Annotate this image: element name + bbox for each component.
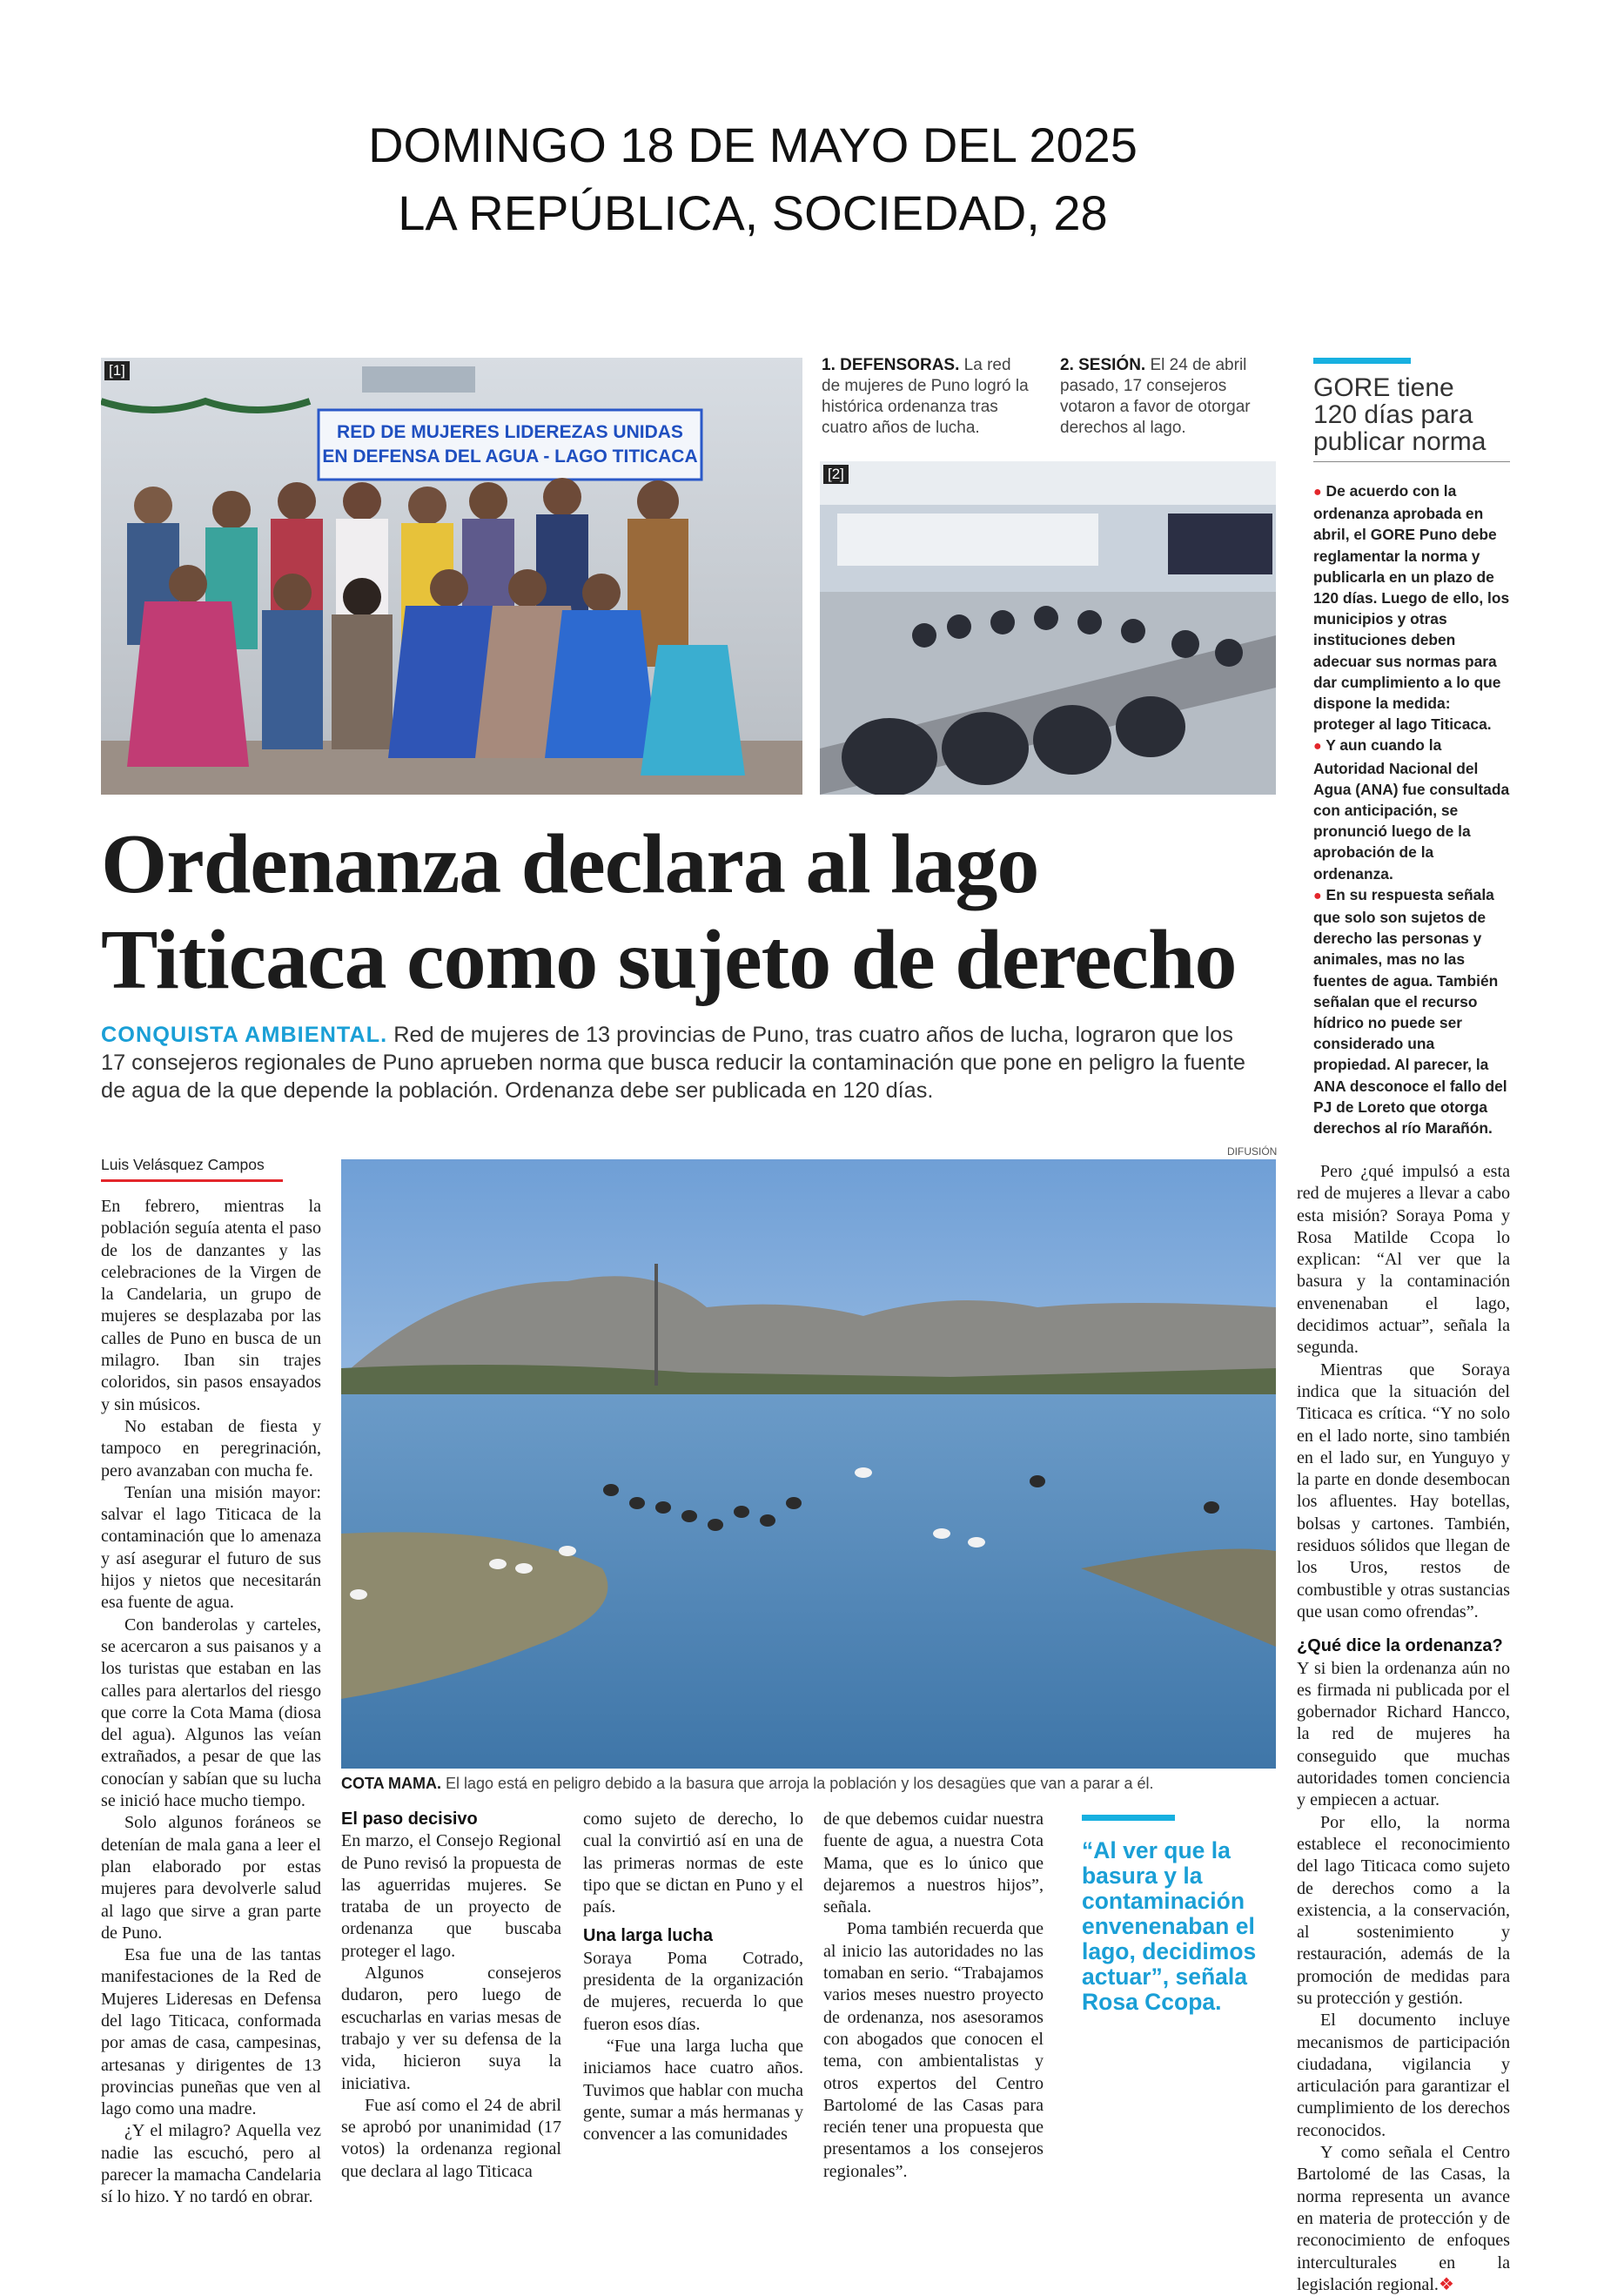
headline-line1: Ordenanza declara al lago: [101, 817, 1039, 911]
caption-sesion-text: El 24 de abril pasado, 17 consejeros votaron a favor de otorgar derechos al lago.: [1060, 356, 1251, 437]
paragraph: Solo algunos foráneos se detenían de mala gana a leer el plan elaborado por estas mujeres para devolverle salud al lago que sirve a gran parte de Puno.: [101, 1813, 321, 1943]
paragraph: Pero ¿qué impulsó a esta red de mujeres a llevar a cabo esta misión? Soraya Poma y Rosa Matilde Ccopa lo explican: “Al ver que la basura y la contaminación envenenaban el lago, decidimos actuar”, señala la segunda.: [1297, 1162, 1510, 1358]
sidebar-body: [1313, 480, 1510, 1138]
photo-defensoras: [101, 358, 802, 795]
paragraph: “Fue una larga lucha que iniciamos hace cuatro años. Tuvimos que hablar con mucha gente, sumar a más hermanas y convencer a las comunidades: [583, 2036, 803, 2145]
paragraph: Tenían una misión mayor: salvar el lago Titicaca de la contaminación que lo amenaza y así asegurar el futuro de sus hijos y nietos que necesitarán esa fuente de agua.: [101, 1482, 321, 1613]
paragraph: como sujeto de derecho, lo cual la convirtió así en una de las primeras normas de este tipo que se dictan en Puno y el país.: [583, 1809, 803, 1917]
photo-defensoras-image: [101, 358, 802, 795]
paragraph: Por ello, la norma establece el reconocimiento del lago Titicaca como sujeto de derechos como a la existencia, a la conservación, al sostenimiento y restauración, además de la promoción de medidas para su protección y gestión.: [1297, 1812, 1510, 2008]
lede: [101, 1021, 1254, 1104]
headline-line2: Titicaca como sujeto de derecho: [101, 913, 1237, 1007]
byline-rule: [101, 1179, 283, 1182]
sidebar-bullet-3: ● En su respuesta señala que solo son sujetos de derecho las personas y animales, mas no las fuentes de agua. También señalan que el recurso hídrico no puede ser considerado una propiedad. Al parecer, la ANA desconoce el fallo del PJ de Loreto que otorga derechos al río Marañón.: [1313, 885, 1507, 1138]
quote-rule: [1082, 1815, 1175, 1821]
headline: [101, 816, 1302, 1008]
paragraph: Y si bien la ordenanza aún no es firmada ni publicada por el gobernador Richard Hancco, la red de mujeres ha conseguido que muchas autoridades tomen conciencia y empiecen a actuar.: [1297, 1658, 1510, 1810]
photo-tag-2: [2]: [823, 465, 849, 484]
caption-cota-mama-label: COTA MAMA.: [341, 1775, 441, 1792]
paragraph: Y como señala el Centro Bartolomé de las Casas, la norma representa un avance en materia de protección y de reconocimiento de enfoques interculturales en la legislación regional.❖: [1297, 2143, 1510, 2294]
body-column-2: [341, 1809, 561, 2183]
lede-label: CONQUISTA AMBIENTAL.: [101, 1023, 388, 1047]
caption-cota-mama-text: El lago está en peligro debido a la basura que arroja la población y los desagües que van a parar a él.: [446, 1775, 1154, 1792]
sidebar-rule: [1313, 358, 1411, 364]
date-line: DOMINGO 18 DE MAYO DEL 2025: [368, 117, 1138, 172]
paragraph: En febrero, mientras la población seguía atenta el paso de los de danzantes y las celebraciones de la Virgen de la Candelaria, un grupo de mujeres se desplazaba por las calles de Puno en busca de un milagro. Iban sin trajes coloridos, sin pasos ensayados y sin músicos.: [101, 1197, 321, 1414]
source-line: LA REPÚBLICA, SOCIEDAD, 28: [398, 185, 1108, 240]
body-column-1: [101, 1196, 321, 2209]
sidebar-bullet-1: ● De acuerdo con la ordenanza aprobada en abril, el GORE Puno debe reglamentar la norma y publicarla en un plazo de 120 días. Luego de ello, los municipios y otras instituciones deben adecuar sus normas para dar cumplimiento a lo que dispone la medida: proteger al lago Titicaca.: [1313, 482, 1510, 734]
paragraph: Fue así como el 24 de abril se aprobó por unanimidad (17 votos) la ordenanza regional que declara al lago Titicaca: [341, 2095, 561, 2181]
bullet-dot-icon: ●: [1313, 485, 1322, 500]
page-stamp: [0, 111, 1506, 247]
paragraph: Con banderolas y carteles, se acercaron a sus paisanos y a los turistas que estaban en las calles para alertarlos del riesgo que corre la Cota Mama (diosa del agua). Algunos las veían extrañados, a pesar de que las conocían y sabían que su lucha se inició hace mucho tiempo.: [101, 1615, 321, 1811]
paragraph: Algunos consejeros dudaron, pero luego de escucharlas en varias mesas de trabajo y ver su defensa de la vida, hicieron suya la iniciativa.: [341, 1964, 561, 2093]
sidebar-title-line2: 120 días para: [1313, 400, 1473, 429]
byline: Luis Velásquez Campos: [101, 1156, 265, 1173]
body-column-3: [583, 1809, 803, 2145]
end-mark-icon: ❖: [1438, 2274, 1454, 2294]
sidebar-title: [1313, 374, 1513, 455]
paragraph: Mientras que Soraya indica que la situación del Titicaca es crítica. “Y no solo en el lado norte, sino también en el lado sur, en Yunguyo y la parte en donde desembocan los afluentes. Hay botellas, bolsas y cartones. También, residuos sólidos que llegan de los Uros, restos de combustible y otras sustancias que usan como ofrendas”.: [1297, 1359, 1510, 1621]
caption-sesion: [1060, 355, 1269, 439]
paragraph: Esa fue una de las tantas manifestaciones de la Red de Mujeres Lideresas en Defensa del lago Titicaca, conformada por amas de casa, campesinas, artesanas y dirigentes de 13 provincias puneñas que ven al lago como una madre.: [101, 1945, 321, 2119]
paragraph: Soraya Poma Cotrado, presidenta de la organización de mujeres, recuerda lo que fueron esos días.: [583, 1948, 803, 2034]
caption-defensoras-label: 1. DEFENSORAS.: [822, 356, 960, 374]
subhead-larga-lucha: Una larga lucha: [583, 1926, 713, 1946]
photo-credit: DIFUSIÓN: [1227, 1145, 1278, 1158]
lede-text: Red de mujeres de 13 provincias de Puno, tras cuatro años de lucha, lograron que los 17 consejeros regionales de Puno aprueben norma que busca reducir la contaminación que pone en peligro la fuente de agua de la que depende la población. Ordenanza debe ser publicada en 120 días.: [101, 1023, 1245, 1103]
caption-sesion-label: 2. SESIÓN.: [1060, 356, 1146, 374]
paragraph: En marzo, el Consejo Regional de Puno revisó la propuesta de las aguerridas mujeres. Se trataba de un proyecto de ordenanza que buscaba proteger el lago.: [341, 1831, 561, 1961]
photo-cota-mama: [341, 1159, 1276, 1769]
sidebar-bullet-2: ● Y aun cuando la Autoridad Nacional del Agua (ANA) fue consultada con anticipación, se pronunció luego de la aprobación de la ordenanza.: [1313, 736, 1510, 883]
paragraph: de que debemos cuidar nuestra fuente de agua, a nuestra Cota Mama, que es lo único que dejaremos a nuestros hijos”, señala.: [823, 1809, 1044, 1917]
bullet-dot-icon: ●: [1313, 888, 1322, 903]
sidebar-title-line1: GORE tiene: [1313, 373, 1454, 402]
body-column-5: [1297, 1161, 1510, 2296]
bullet-dot-icon: ●: [1313, 739, 1322, 755]
paragraph: El documento incluye mecanismos de participación ciudadana, vigilancia y articulación para garantizar el cumplimiento de los derechos reconocidos.: [1297, 2011, 1510, 2140]
sidebar-title-line3: publicar norma: [1313, 427, 1487, 456]
sidebar-divider: [1313, 461, 1510, 462]
caption-cota-mama: [341, 1773, 1276, 1794]
caption-defensoras: [822, 355, 1030, 439]
pull-quote: “Al ver que la basura y la contaminación envenenaban el lago, decidimos actuar”, señala Rosa Ccopa.: [1082, 1837, 1257, 2015]
banner-text-2: EN DEFENSA DEL AGUA - LAGO TITICACA: [322, 446, 698, 467]
photo-sesion: [820, 461, 1276, 795]
photo-cota-mama-image: [341, 1159, 1276, 1769]
body-column-4: [823, 1809, 1044, 2183]
paragraph: Poma también recuerda que al inicio las autoridades no las tomaban en serio. “Trabajamos varios meses nuestro proyecto de ordenanza, nos asesoramos con abogados que conocen el tema, con ambientalistas y otros expertos del Centro Bartolomé de las Casas para recién tener una propuesta que presentamos a los consejeros regionales”.: [823, 1919, 1044, 2181]
paragraph: No estaban de fiesta y tampoco en peregrinación, pero avanzaban con mucha fe.: [101, 1416, 321, 1480]
paragraph: ¿Y el milagro? Aquella vez nadie las escuchó, pero al parecer la mamacha Candelaria sí lo hizo. Y no tardó en obrar.: [101, 2121, 321, 2207]
banner-text-1: RED DE MUJERES LIDEREZAS UNIDAS: [337, 422, 683, 442]
caption-defensoras-text: La red de mujeres de Puno logró la histórica ordenanza tras cuatro años de lucha.: [822, 356, 1029, 437]
subhead-que-dice: ¿Qué dice la ordenanza?: [1297, 1636, 1503, 1656]
photo-sesion-image: [820, 461, 1276, 795]
subhead-paso-decisivo: El paso decisivo: [341, 1809, 478, 1829]
photo-tag-1: [1]: [104, 361, 130, 380]
